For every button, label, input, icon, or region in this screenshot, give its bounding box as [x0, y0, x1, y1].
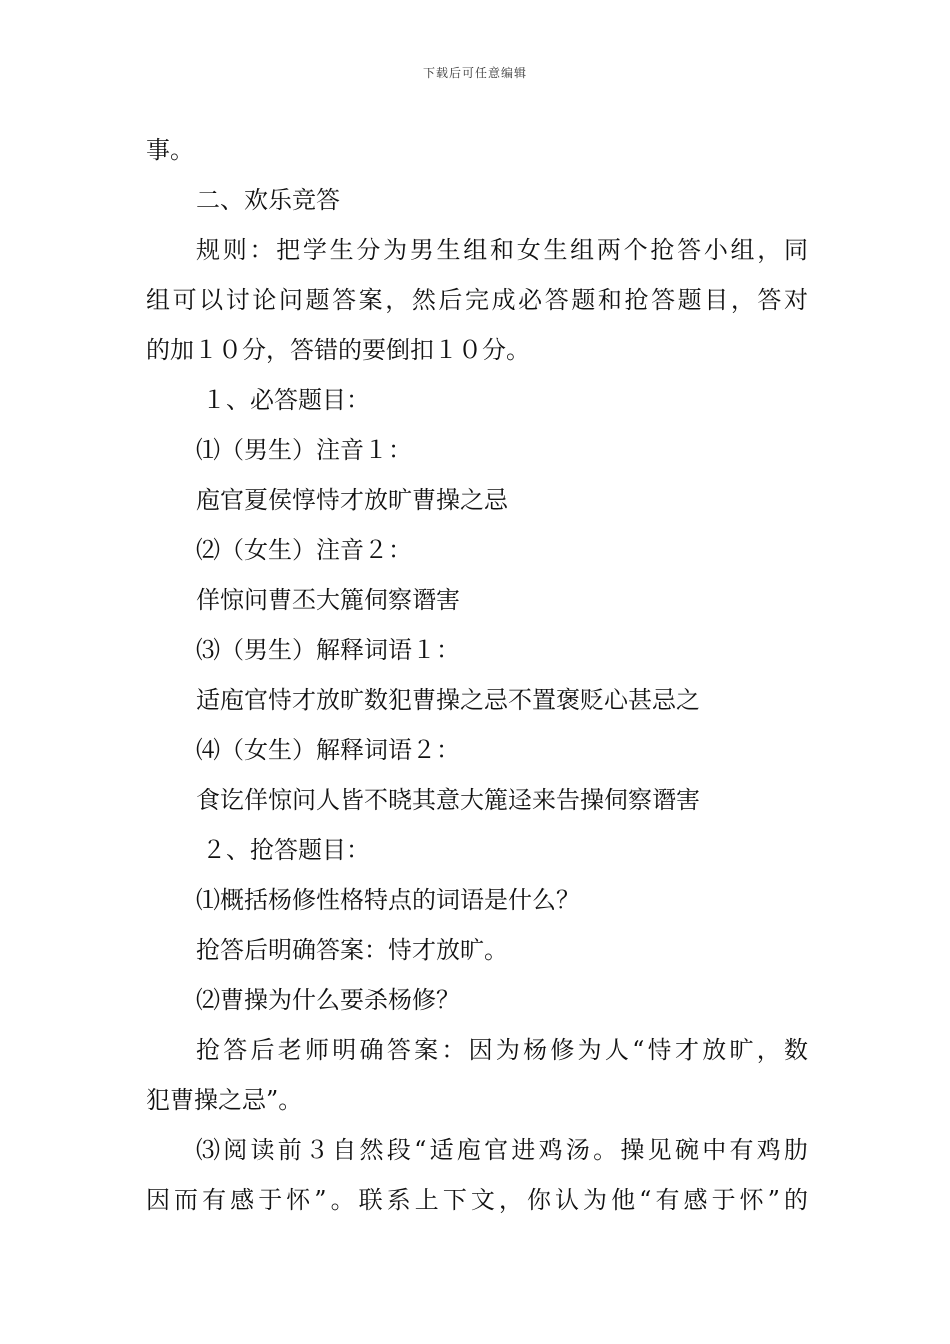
rules-line: 组可以讨论问题答案，然后完成必答题和抢答题目，答对 [146, 286, 808, 314]
question-content: 庖官夏侯惇恃才放旷曹操之忌 [196, 486, 508, 514]
question-title: ⑵（女生）注音２： [196, 536, 412, 564]
subsection-heading: ２、抢答题目： [202, 836, 370, 864]
answer-line: 抢答后明确答案：恃才放旷。 [196, 936, 508, 964]
question-title: ⑵曹操为什么要杀杨修？ [196, 986, 460, 1014]
question-content: 适庖官恃才放旷数犯曹操之忌不置褒贬心甚忌之 [196, 686, 700, 714]
question-content: 佯惊问曹丕大簏伺察谮害 [196, 586, 460, 614]
document-body [146, 125, 808, 1225]
answer-line: 犯曹操之忌”。 [146, 1086, 303, 1114]
question-content: 食讫佯惊问人皆不晓其意大簏迳来告操伺察谮害 [196, 786, 700, 814]
question-title: ⑷（女生）解释词语２： [196, 736, 460, 764]
page-header: 下载后可任意编辑 [422, 66, 527, 80]
question-title: 因而有感于怀”。联系上下文，你认为他“有感于怀”的 [146, 1186, 808, 1214]
question-title: ⑶（男生）解释词语１： [196, 636, 460, 664]
question-title: ⑴概括杨修性格特点的词语是什么？ [196, 886, 580, 914]
subsection-heading: １、必答题目： [202, 386, 370, 414]
section-heading: 二、欢乐竞答 [196, 186, 340, 214]
paragraph-line: 事。 [146, 136, 194, 164]
question-title: ⑴（男生）注音１： [196, 436, 412, 464]
answer-line: 抢答后老师明确答案：因为杨修为人“恃才放旷，数 [196, 1036, 808, 1064]
rules-line: 的加１０分，答错的要倒扣１０分。 [146, 336, 530, 364]
rules-line: 规则：把学生分为男生组和女生组两个抢答小组，同 [196, 236, 808, 264]
question-title: ⑶阅读前３自然段“适庖官进鸡汤。操见碗中有鸡肋 [196, 1136, 808, 1164]
